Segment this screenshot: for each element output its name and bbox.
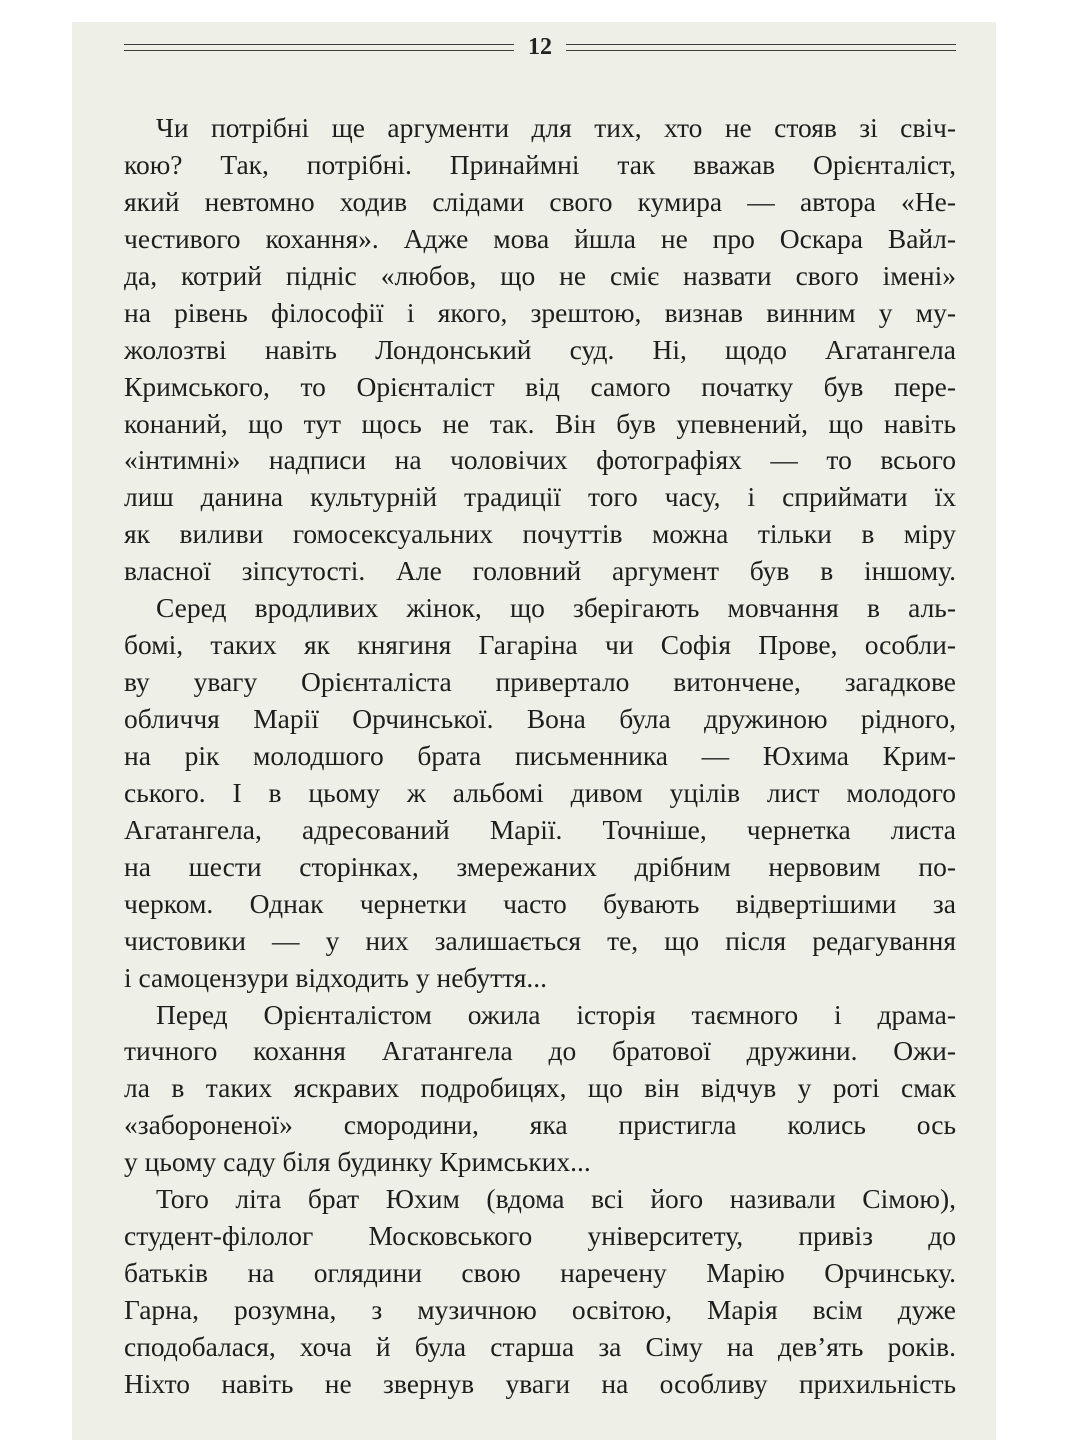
text-line: Ніхто навіть не звернув уваги на особливу прихильність [124,1367,956,1399]
text-line: ла в таких яскравих подробицях, що він відчув у роті смак [124,1072,956,1104]
page-number: 12 [528,34,552,60]
text-line: тичного кохання Агатангела до братової дружини. Ожи- [124,1035,956,1067]
text-line: обличчя Марії Орчинської. Вона була дружиною рідного, [124,703,956,734]
header-rule-left [124,44,514,51]
text-line: Серед вродливих жінок, що зберігають мовчання в аль- [156,592,956,624]
text-line: на рівень філософії і якого, зрештою, визнав винним у му- [124,296,956,328]
text-line: да, котрий підніс «любов, що не сміє назвати свого імені» [124,259,956,291]
text-line: на рік молодшого брата письменника — Юхима Крим- [124,739,956,771]
text-line: черком. Однак чернетки часто бувають відвертішими за [124,887,956,919]
text-line: Кримського, то Орієнталіст від самого початку був пере- [124,370,956,402]
text-line: «інтимні» надписи на чоловічих фотографіях — то всього [124,444,956,476]
text-line: жолозтві навіть Лондонський суд. Ні, щодо Агатангела [124,333,956,365]
text-line: як виливи гомосексуальних почуттів можна тільки в міру [124,518,956,550]
text-line: Агатангела, адресований Марії. Точніше, чернетка листа [124,813,956,845]
text-line: батьків на оглядини свою наречену Марію Орчинську. [124,1257,956,1289]
book-page [72,22,996,1440]
text-line: ву увагу Орієнталіста привертало витончене, загадкове [124,666,956,698]
text-line: конаний, що тут щось не так. Він був упевнений, що навіть [124,407,956,439]
text-line: лиш данина культурній традиції того часу, і сприймати їх [124,481,956,513]
text-line: «забороненої» смородини, яка пристигла колись ось [124,1109,956,1141]
text-line: на шести сторінках, змережаних дрібним нервовим по- [124,850,956,882]
text-line: студент-філолог Московського університету, привіз до [124,1220,956,1252]
body-text [124,110,956,1403]
text-line: бомі, таких як княгиня Гагаріна чи Софія Прове, особли- [124,629,956,661]
text-line: чистовики — у них залишається те, що після редагування [124,924,956,956]
text-line: Того літа брат Юхим (вдома всі його називали Сімою), [156,1183,956,1215]
text-line: власної зіпсутості. Але головний аргумент був в іншому. [124,555,956,587]
text-line: честивого кохання». Адже мова йшла не про Оскара Вайл- [124,222,956,254]
text-line: Чи потрібні ще аргументи для тих, хто не стояв зі свіч- [156,112,956,143]
page-header [124,32,956,62]
text-line: який невтомно ходив слідами свого кумира — автора «Не- [124,185,956,217]
text-line: Перед Орієнталістом ожила історія таємного і драма- [156,998,956,1030]
text-line: Гарна, розумна, з музичною освітою, Марія всім дуже [124,1294,956,1325]
text-line: і самоцензури відходить у небуття... [124,961,548,993]
text-line: ського. І в цьому ж альбомі дивом уцілів лист молодого [124,776,956,808]
text-line: кою? Так, потрібні. Принаймні так вважав Орієнталіст, [124,148,956,180]
text-line: сподобалася, хоча й була старша за Сіму на дев’ять років. [124,1330,956,1362]
text-line: у цьому саду біля будинку Кримських... [124,1146,591,1178]
header-rule-right [566,44,956,51]
